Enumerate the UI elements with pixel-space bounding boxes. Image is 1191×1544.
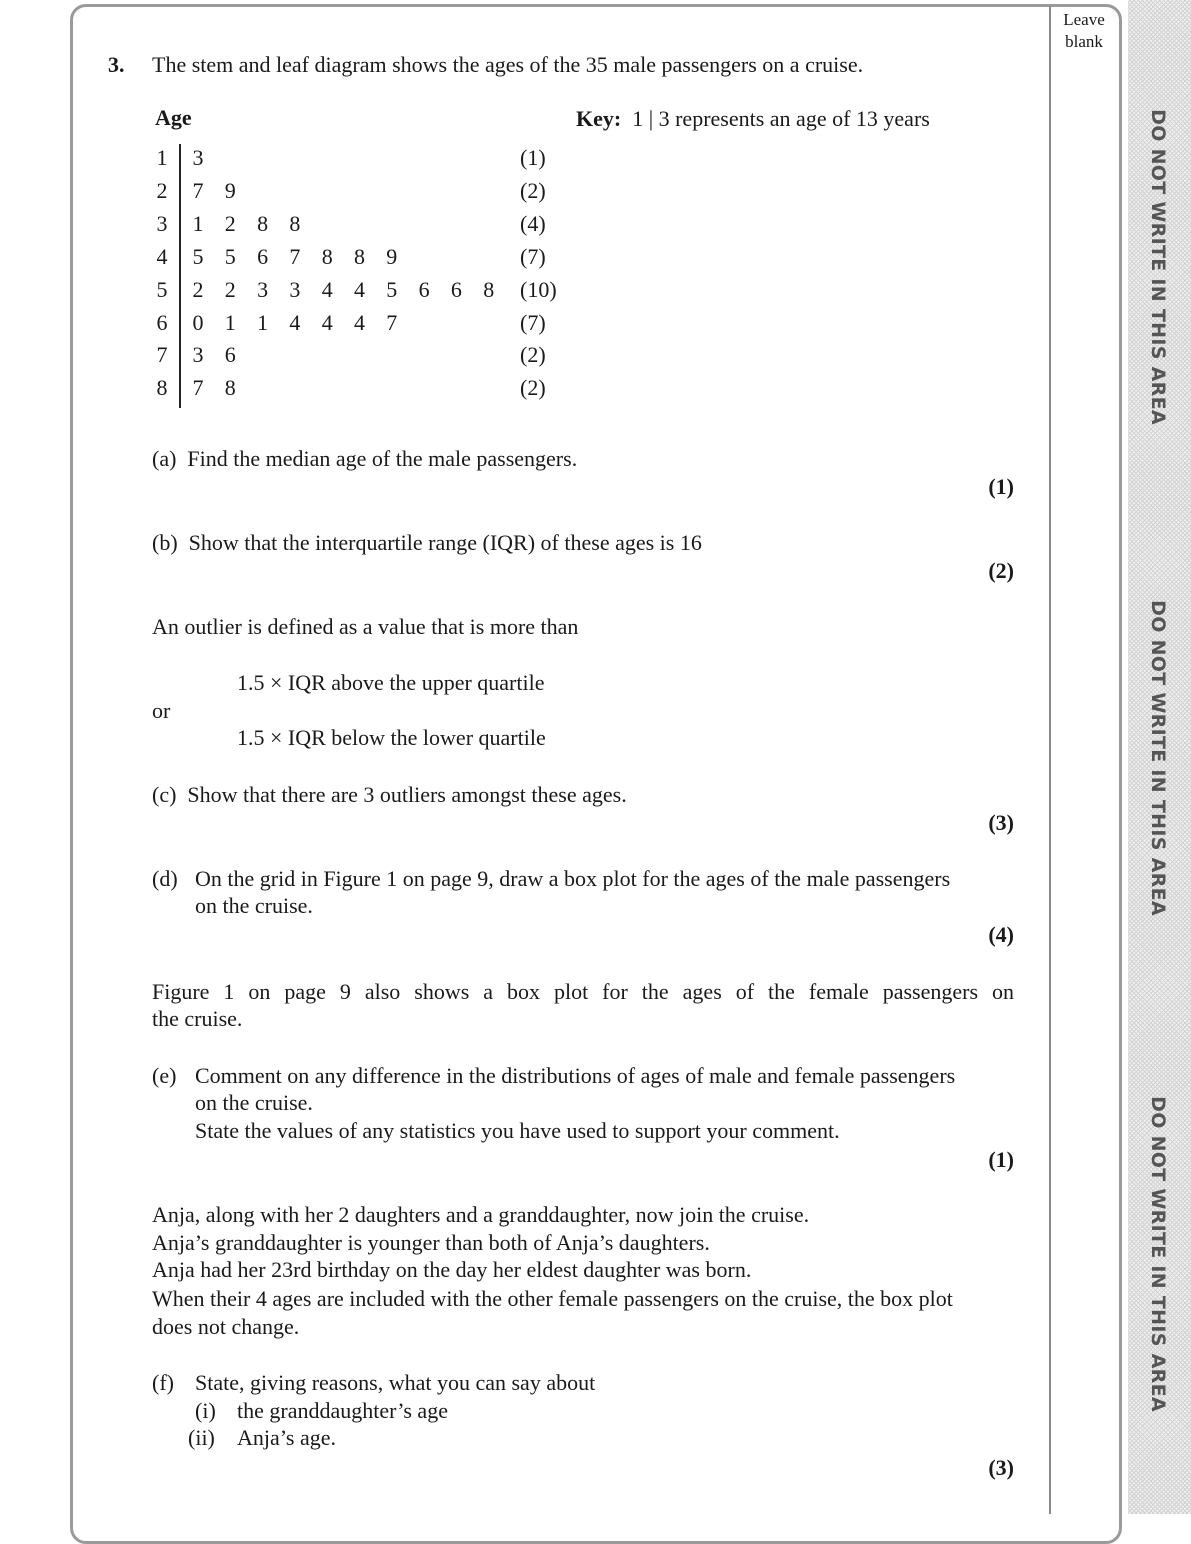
outlier-lower: 1.5 × IQR below the lower quartile xyxy=(237,725,546,750)
part-d-marks: (4) xyxy=(988,922,1014,947)
leaf-value: 4 xyxy=(321,310,333,335)
part-c-label: (c) xyxy=(152,782,177,807)
part-a-marks: (1) xyxy=(988,474,1014,499)
row-count: (2) xyxy=(520,375,546,400)
leaf-value: 3 xyxy=(192,342,204,367)
part-f-marks: (3) xyxy=(988,1455,1014,1480)
question-intro: The stem and leaf diagram shows the ages of the 35 male passengers on a cruise. xyxy=(152,52,864,77)
stem-value: 5 xyxy=(156,277,168,302)
leaf-value: 2 xyxy=(224,277,236,302)
part-c xyxy=(152,782,627,808)
part-b xyxy=(152,530,702,556)
key-text: 1 | 3 represents an age of 13 years xyxy=(632,106,930,131)
leaf-value: 4 xyxy=(289,310,301,335)
part-c-marks: (3) xyxy=(988,810,1014,835)
stem-leaf-key xyxy=(576,106,930,132)
leaf-value: 3 xyxy=(289,277,301,302)
leave-blank-label xyxy=(1052,9,1116,53)
part-f-ii-text: Anja’s age. xyxy=(237,1425,336,1450)
part-f-label: (f) xyxy=(152,1370,174,1395)
anja-line-5: does not change. xyxy=(152,1314,300,1339)
outlier-intro: An outlier is defined as a value that is more than xyxy=(152,614,579,639)
do-not-write-3: DO NOT WRITE IN THIS AREA xyxy=(1147,1096,1169,1412)
figure-note-line2: the cruise. xyxy=(152,1006,243,1031)
part-f-i-text: the granddaughter’s age xyxy=(237,1398,448,1423)
margin-divider xyxy=(1049,6,1051,1514)
leaf-value: 7 xyxy=(386,310,398,335)
leaf-value: 8 xyxy=(289,211,301,236)
row-count: (2) xyxy=(520,178,546,203)
part-f-ii-label: (ii) xyxy=(188,1425,215,1450)
part-d-line2: on the cruise. xyxy=(195,893,313,918)
leaf-value: 5 xyxy=(386,277,398,302)
row-count: (7) xyxy=(520,244,546,269)
part-d-label: (d) xyxy=(152,866,178,891)
part-e-line1: Comment on any difference in the distributions of ages of male and female passengers xyxy=(195,1063,956,1088)
stem-value: 4 xyxy=(156,244,168,269)
leaf-value: 9 xyxy=(386,244,398,269)
leaf-value: 8 xyxy=(483,277,495,302)
row-count: (1) xyxy=(520,145,546,170)
leaf-value: 5 xyxy=(192,244,204,269)
row-count: (2) xyxy=(520,342,546,367)
leaf-value: 4 xyxy=(354,277,365,302)
do-not-write-2: DO NOT WRITE IN THIS AREA xyxy=(1147,600,1169,916)
part-f-text: State, giving reasons, what you can say about xyxy=(195,1370,596,1395)
leave-blank-line1: Leave xyxy=(1063,10,1105,29)
leaf-value: 9 xyxy=(224,178,236,203)
leaf-value: 1 xyxy=(192,211,204,236)
part-e-label: (e) xyxy=(152,1063,177,1088)
leaf-value: 3 xyxy=(257,277,269,302)
stem-value: 3 xyxy=(156,211,168,236)
stem-value: 7 xyxy=(156,342,168,367)
part-d-line1: On the grid in Figure 1 on page 9, draw a box plot for the ages of the male passengers xyxy=(195,866,951,891)
leaf-value: 8 xyxy=(257,211,269,236)
leaf-value: 0 xyxy=(192,310,204,335)
figure-note-line1: Figure 1 on page 9 also shows a box plot for the ages of the female passengers on xyxy=(152,979,1014,1004)
stem-value: 8 xyxy=(156,375,168,400)
leaf-value: 1 xyxy=(257,310,269,335)
leaf-value: 6 xyxy=(418,277,430,302)
leaf-value: 6 xyxy=(257,244,269,269)
do-not-write-1: DO NOT WRITE IN THIS AREA xyxy=(1147,109,1169,425)
leaf-value: 1 xyxy=(224,310,236,335)
stem-value: 2 xyxy=(156,178,168,203)
leaf-value: 8 xyxy=(354,244,365,269)
part-f-i-label: (i) xyxy=(195,1398,216,1423)
anja-line-3: Anja had her 23rd birthday on the day her eldest daughter was born. xyxy=(152,1257,752,1282)
part-b-label: (b) xyxy=(152,530,178,555)
key-label: Key: xyxy=(576,106,622,131)
part-a-text: Find the median age of the male passengers. xyxy=(187,446,578,471)
anja-line-4: When their 4 ages are included with the other female passengers on the cruise, the box plot xyxy=(152,1286,953,1311)
part-b-marks: (2) xyxy=(988,558,1014,583)
stem-value: 1 xyxy=(156,145,168,170)
anja-line-1: Anja, along with her 2 daughters and a granddaughter, now join the cruise. xyxy=(152,1202,810,1227)
leaf-value: 7 xyxy=(192,178,204,203)
row-count: (10) xyxy=(520,277,557,302)
part-b-text: Show that the interquartile range (IQR) of these ages is 16 xyxy=(188,530,702,555)
leaf-value: 7 xyxy=(192,375,204,400)
part-c-text: Show that there are 3 outliers amongst these ages. xyxy=(187,782,627,807)
leaf-value: 6 xyxy=(224,342,236,367)
part-e-marks: (1) xyxy=(988,1147,1014,1172)
stem-value: 6 xyxy=(156,310,168,335)
leaf-value: 5 xyxy=(224,244,236,269)
leaf-value: 4 xyxy=(321,277,333,302)
leaf-value: 4 xyxy=(354,310,365,335)
leaf-value: 8 xyxy=(321,244,333,269)
part-a-label: (a) xyxy=(152,446,177,471)
outlier-or: or xyxy=(152,698,171,723)
stem-divider xyxy=(179,144,181,408)
leaf-value: 2 xyxy=(192,277,204,302)
leaf-value: 8 xyxy=(224,375,236,400)
row-count: (7) xyxy=(520,310,546,335)
outlier-upper: 1.5 × IQR above the upper quartile xyxy=(237,670,545,695)
part-e-line2: on the cruise. xyxy=(195,1090,313,1115)
leaf-value: 3 xyxy=(192,145,204,170)
question-number: 3. xyxy=(108,52,125,77)
part-a xyxy=(152,446,577,472)
leaf-value: 2 xyxy=(224,211,236,236)
row-count: (4) xyxy=(520,211,546,236)
leave-blank-line2: blank xyxy=(1065,32,1103,51)
part-e-line3: State the values of any statistics you have used to support your comment. xyxy=(195,1118,840,1143)
leaf-value: 6 xyxy=(450,277,462,302)
anja-line-2: Anja’s granddaughter is younger than both of Anja’s daughters. xyxy=(152,1230,710,1255)
leaf-value: 7 xyxy=(289,244,301,269)
stem-leaf-heading: Age xyxy=(155,105,192,130)
